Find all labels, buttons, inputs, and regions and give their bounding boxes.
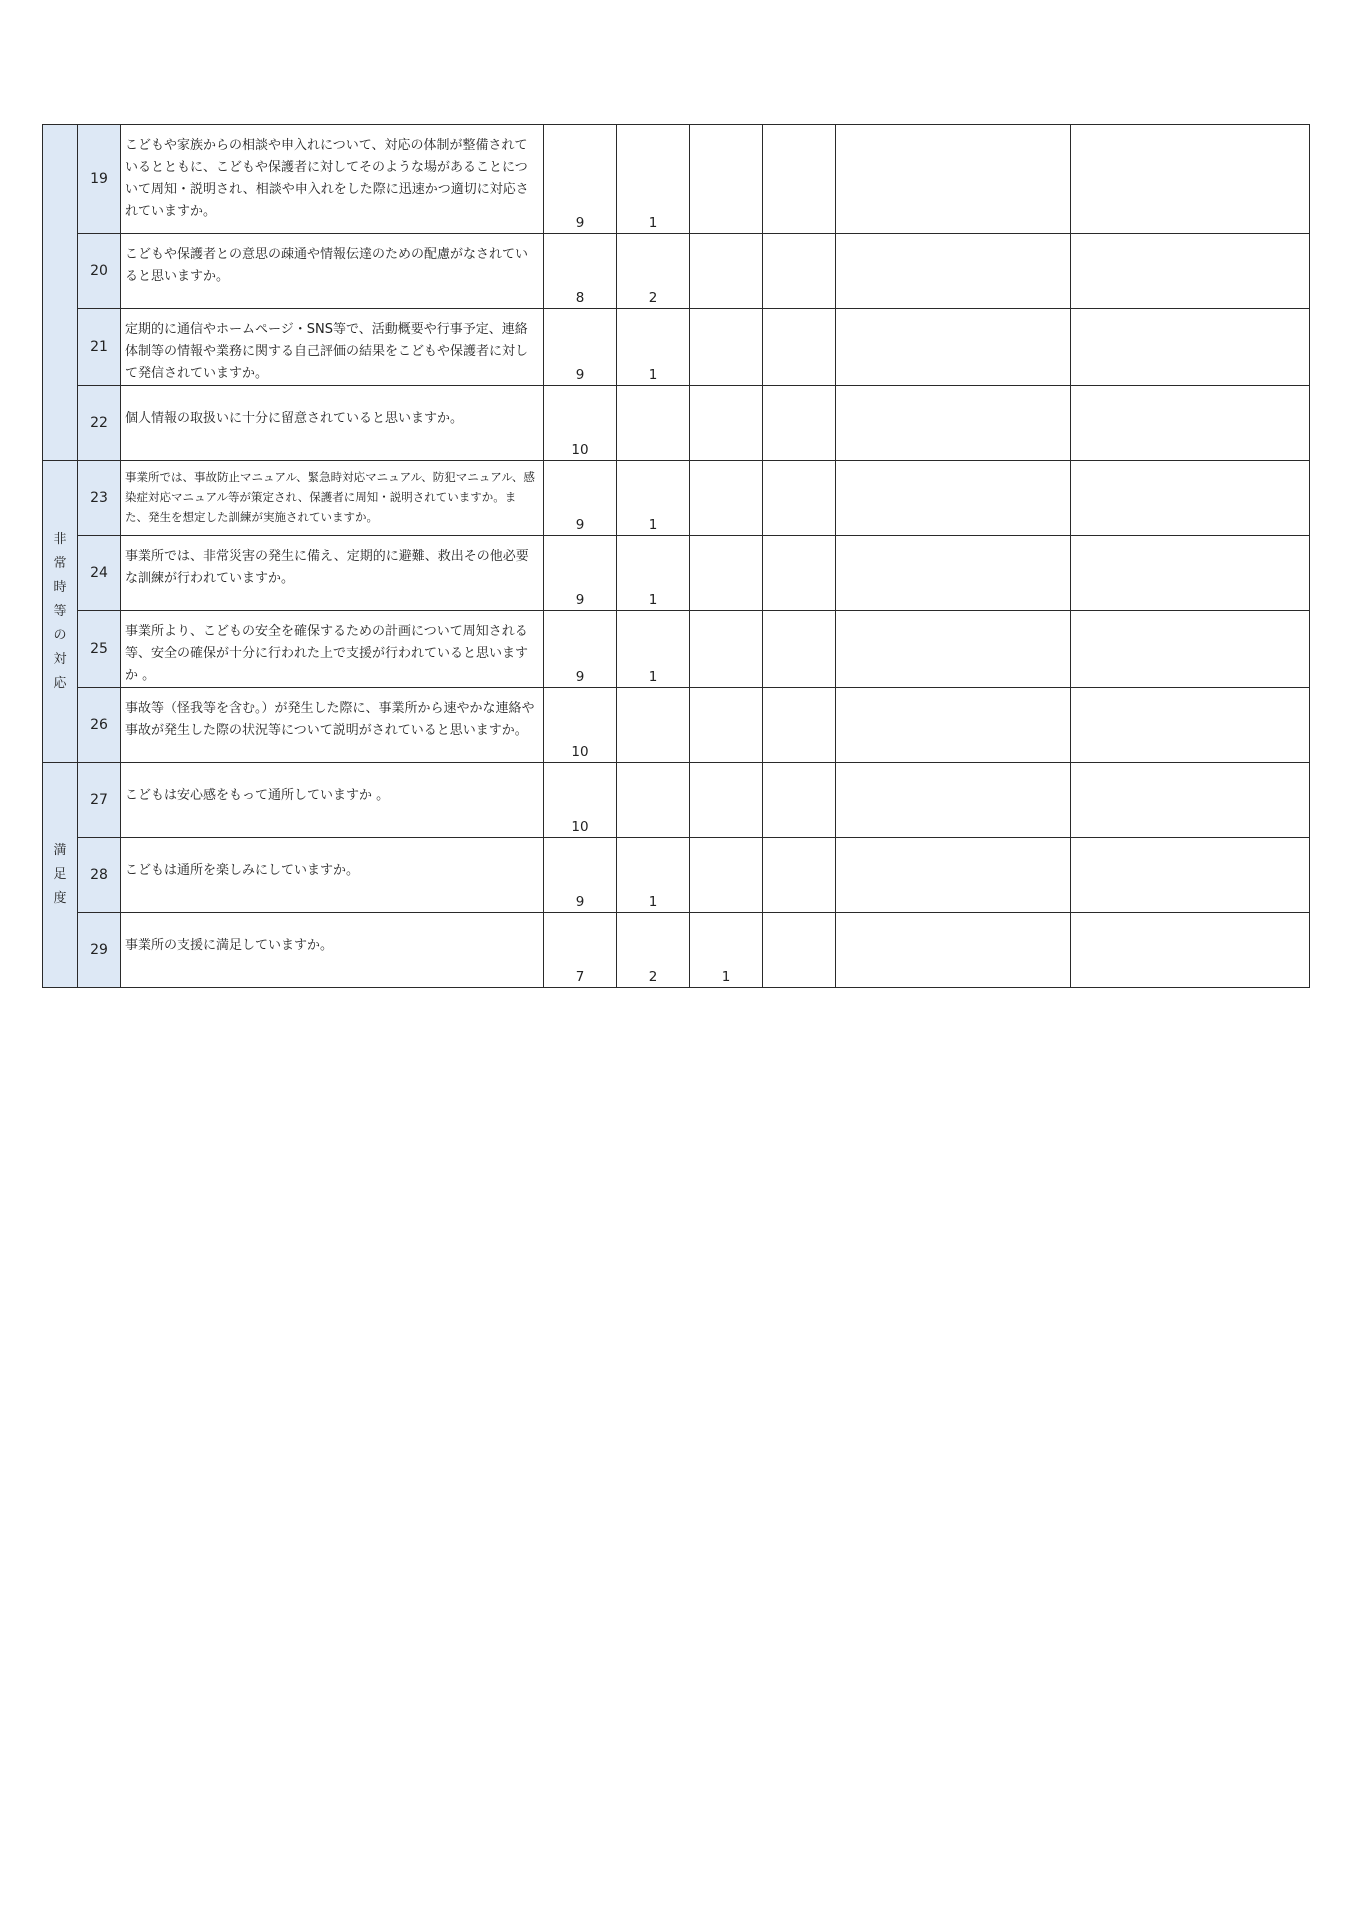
count-no <box>763 461 836 536</box>
count-no <box>763 536 836 611</box>
count-yes: 9 <box>544 536 617 611</box>
count-no <box>763 234 836 309</box>
count-somewhat-no <box>690 611 763 688</box>
remarks-cell <box>836 913 1071 988</box>
response-cell <box>1071 611 1310 688</box>
response-cell <box>1071 688 1310 763</box>
remarks-cell <box>836 763 1071 838</box>
response-cell <box>1071 763 1310 838</box>
row-number: 21 <box>78 309 121 386</box>
count-yes: 8 <box>544 234 617 309</box>
question-text: 定期的に通信やホームページ・SNS等で、活動概要や行事予定、連絡体制等の情報や業務に関する自己評価の結果をこどもや保護者に対して発信されていますか。 <box>121 309 544 386</box>
count-yes: 9 <box>544 309 617 386</box>
question-text: こどもや家族からの相談や申入れについて、対応の体制が整備されているとともに、こどもや保護者に対してそのような場があることについて周知・説明され、相談や申入れをした際に迅速かつ適切に対応されていますか。 <box>121 125 544 234</box>
row-number: 25 <box>78 611 121 688</box>
table-row <box>43 611 1310 688</box>
count-no <box>763 611 836 688</box>
table-row <box>43 913 1310 988</box>
table-row <box>43 536 1310 611</box>
count-no <box>763 125 836 234</box>
remarks-cell <box>836 125 1071 234</box>
count-no <box>763 309 836 386</box>
category-cell <box>43 125 78 461</box>
question-text: こどもは通所を楽しみにしていますか。 <box>121 838 544 913</box>
count-yes: 9 <box>544 838 617 913</box>
count-somewhat-yes: 2 <box>617 234 690 309</box>
count-somewhat-no <box>690 125 763 234</box>
count-yes: 9 <box>544 611 617 688</box>
question-text: 事業所では、事故防止マニュアル、緊急時対応マニュアル、防犯マニュアル、感染症対応マニュアル等が策定され、保護者に周知・説明されていますか。また、発生を想定した訓練が実施されていますか。 <box>121 461 544 536</box>
count-somewhat-no <box>690 386 763 461</box>
count-somewhat-yes: 1 <box>617 838 690 913</box>
table-row <box>43 763 1310 838</box>
table-row <box>43 688 1310 763</box>
remarks-cell <box>836 234 1071 309</box>
row-number: 19 <box>78 125 121 234</box>
count-somewhat-yes: 1 <box>617 309 690 386</box>
count-somewhat-yes: 1 <box>617 611 690 688</box>
count-somewhat-no <box>690 536 763 611</box>
count-yes: 7 <box>544 913 617 988</box>
response-cell <box>1071 838 1310 913</box>
table-row <box>43 461 1310 536</box>
remarks-cell <box>836 611 1071 688</box>
count-somewhat-no <box>690 309 763 386</box>
survey-table <box>42 124 1310 988</box>
count-yes: 10 <box>544 386 617 461</box>
response-cell <box>1071 386 1310 461</box>
remarks-cell <box>836 688 1071 763</box>
question-text: 事故等（怪我等を含む。）が発生した際に、事業所から速やかな連絡や事故が発生した際の状況等について説明がされていると思いますか。 <box>121 688 544 763</box>
response-cell <box>1071 234 1310 309</box>
count-somewhat-no <box>690 234 763 309</box>
remarks-cell <box>836 536 1071 611</box>
response-cell <box>1071 913 1310 988</box>
table-row <box>43 125 1310 234</box>
response-cell <box>1071 536 1310 611</box>
question-text: こどもは安心感をもって通所していますか 。 <box>121 763 544 838</box>
category-cell <box>43 763 78 988</box>
table-row <box>43 838 1310 913</box>
question-text: 事業所の支援に満足していますか。 <box>121 913 544 988</box>
remarks-cell <box>836 838 1071 913</box>
count-somewhat-no <box>690 838 763 913</box>
count-yes: 9 <box>544 461 617 536</box>
count-somewhat-no <box>690 688 763 763</box>
count-yes: 9 <box>544 125 617 234</box>
table-row <box>43 386 1310 461</box>
row-number: 28 <box>78 838 121 913</box>
question-text: 事業所より、こどもの安全を確保するための計画について周知される等、安全の確保が十分に行われた上で支援が行われていると思いますか 。 <box>121 611 544 688</box>
response-cell <box>1071 125 1310 234</box>
count-somewhat-yes: 2 <box>617 913 690 988</box>
row-number: 23 <box>78 461 121 536</box>
row-number: 22 <box>78 386 121 461</box>
count-no <box>763 913 836 988</box>
count-somewhat-yes <box>617 763 690 838</box>
count-somewhat-yes: 1 <box>617 536 690 611</box>
count-somewhat-yes: 1 <box>617 461 690 536</box>
count-no <box>763 386 836 461</box>
category-label: 満足度 <box>53 843 67 906</box>
remarks-cell <box>836 461 1071 536</box>
row-number: 24 <box>78 536 121 611</box>
count-no <box>763 688 836 763</box>
remarks-cell <box>836 386 1071 461</box>
row-number: 29 <box>78 913 121 988</box>
count-no <box>763 763 836 838</box>
category-cell <box>43 461 78 763</box>
count-somewhat-yes <box>617 688 690 763</box>
count-somewhat-no <box>690 763 763 838</box>
table-row <box>43 309 1310 386</box>
row-number: 26 <box>78 688 121 763</box>
response-cell <box>1071 309 1310 386</box>
question-text: 事業所では、非常災害の発生に備え、定期的に避難、救出その他必要な訓練が行われていますか。 <box>121 536 544 611</box>
response-cell <box>1071 461 1310 536</box>
row-number: 20 <box>78 234 121 309</box>
count-no <box>763 838 836 913</box>
question-text: こどもや保護者との意思の疎通や情報伝達のための配慮がなされていると思いますか。 <box>121 234 544 309</box>
category-label: 非常時等の対応 <box>53 531 67 691</box>
count-somewhat-yes <box>617 386 690 461</box>
count-yes: 10 <box>544 763 617 838</box>
question-text: 個人情報の取扱いに十分に留意されていると思いますか。 <box>121 386 544 461</box>
table-row <box>43 234 1310 309</box>
remarks-cell <box>836 309 1071 386</box>
count-yes: 10 <box>544 688 617 763</box>
count-somewhat-yes: 1 <box>617 125 690 234</box>
count-somewhat-no <box>690 461 763 536</box>
row-number: 27 <box>78 763 121 838</box>
count-somewhat-no: 1 <box>690 913 763 988</box>
